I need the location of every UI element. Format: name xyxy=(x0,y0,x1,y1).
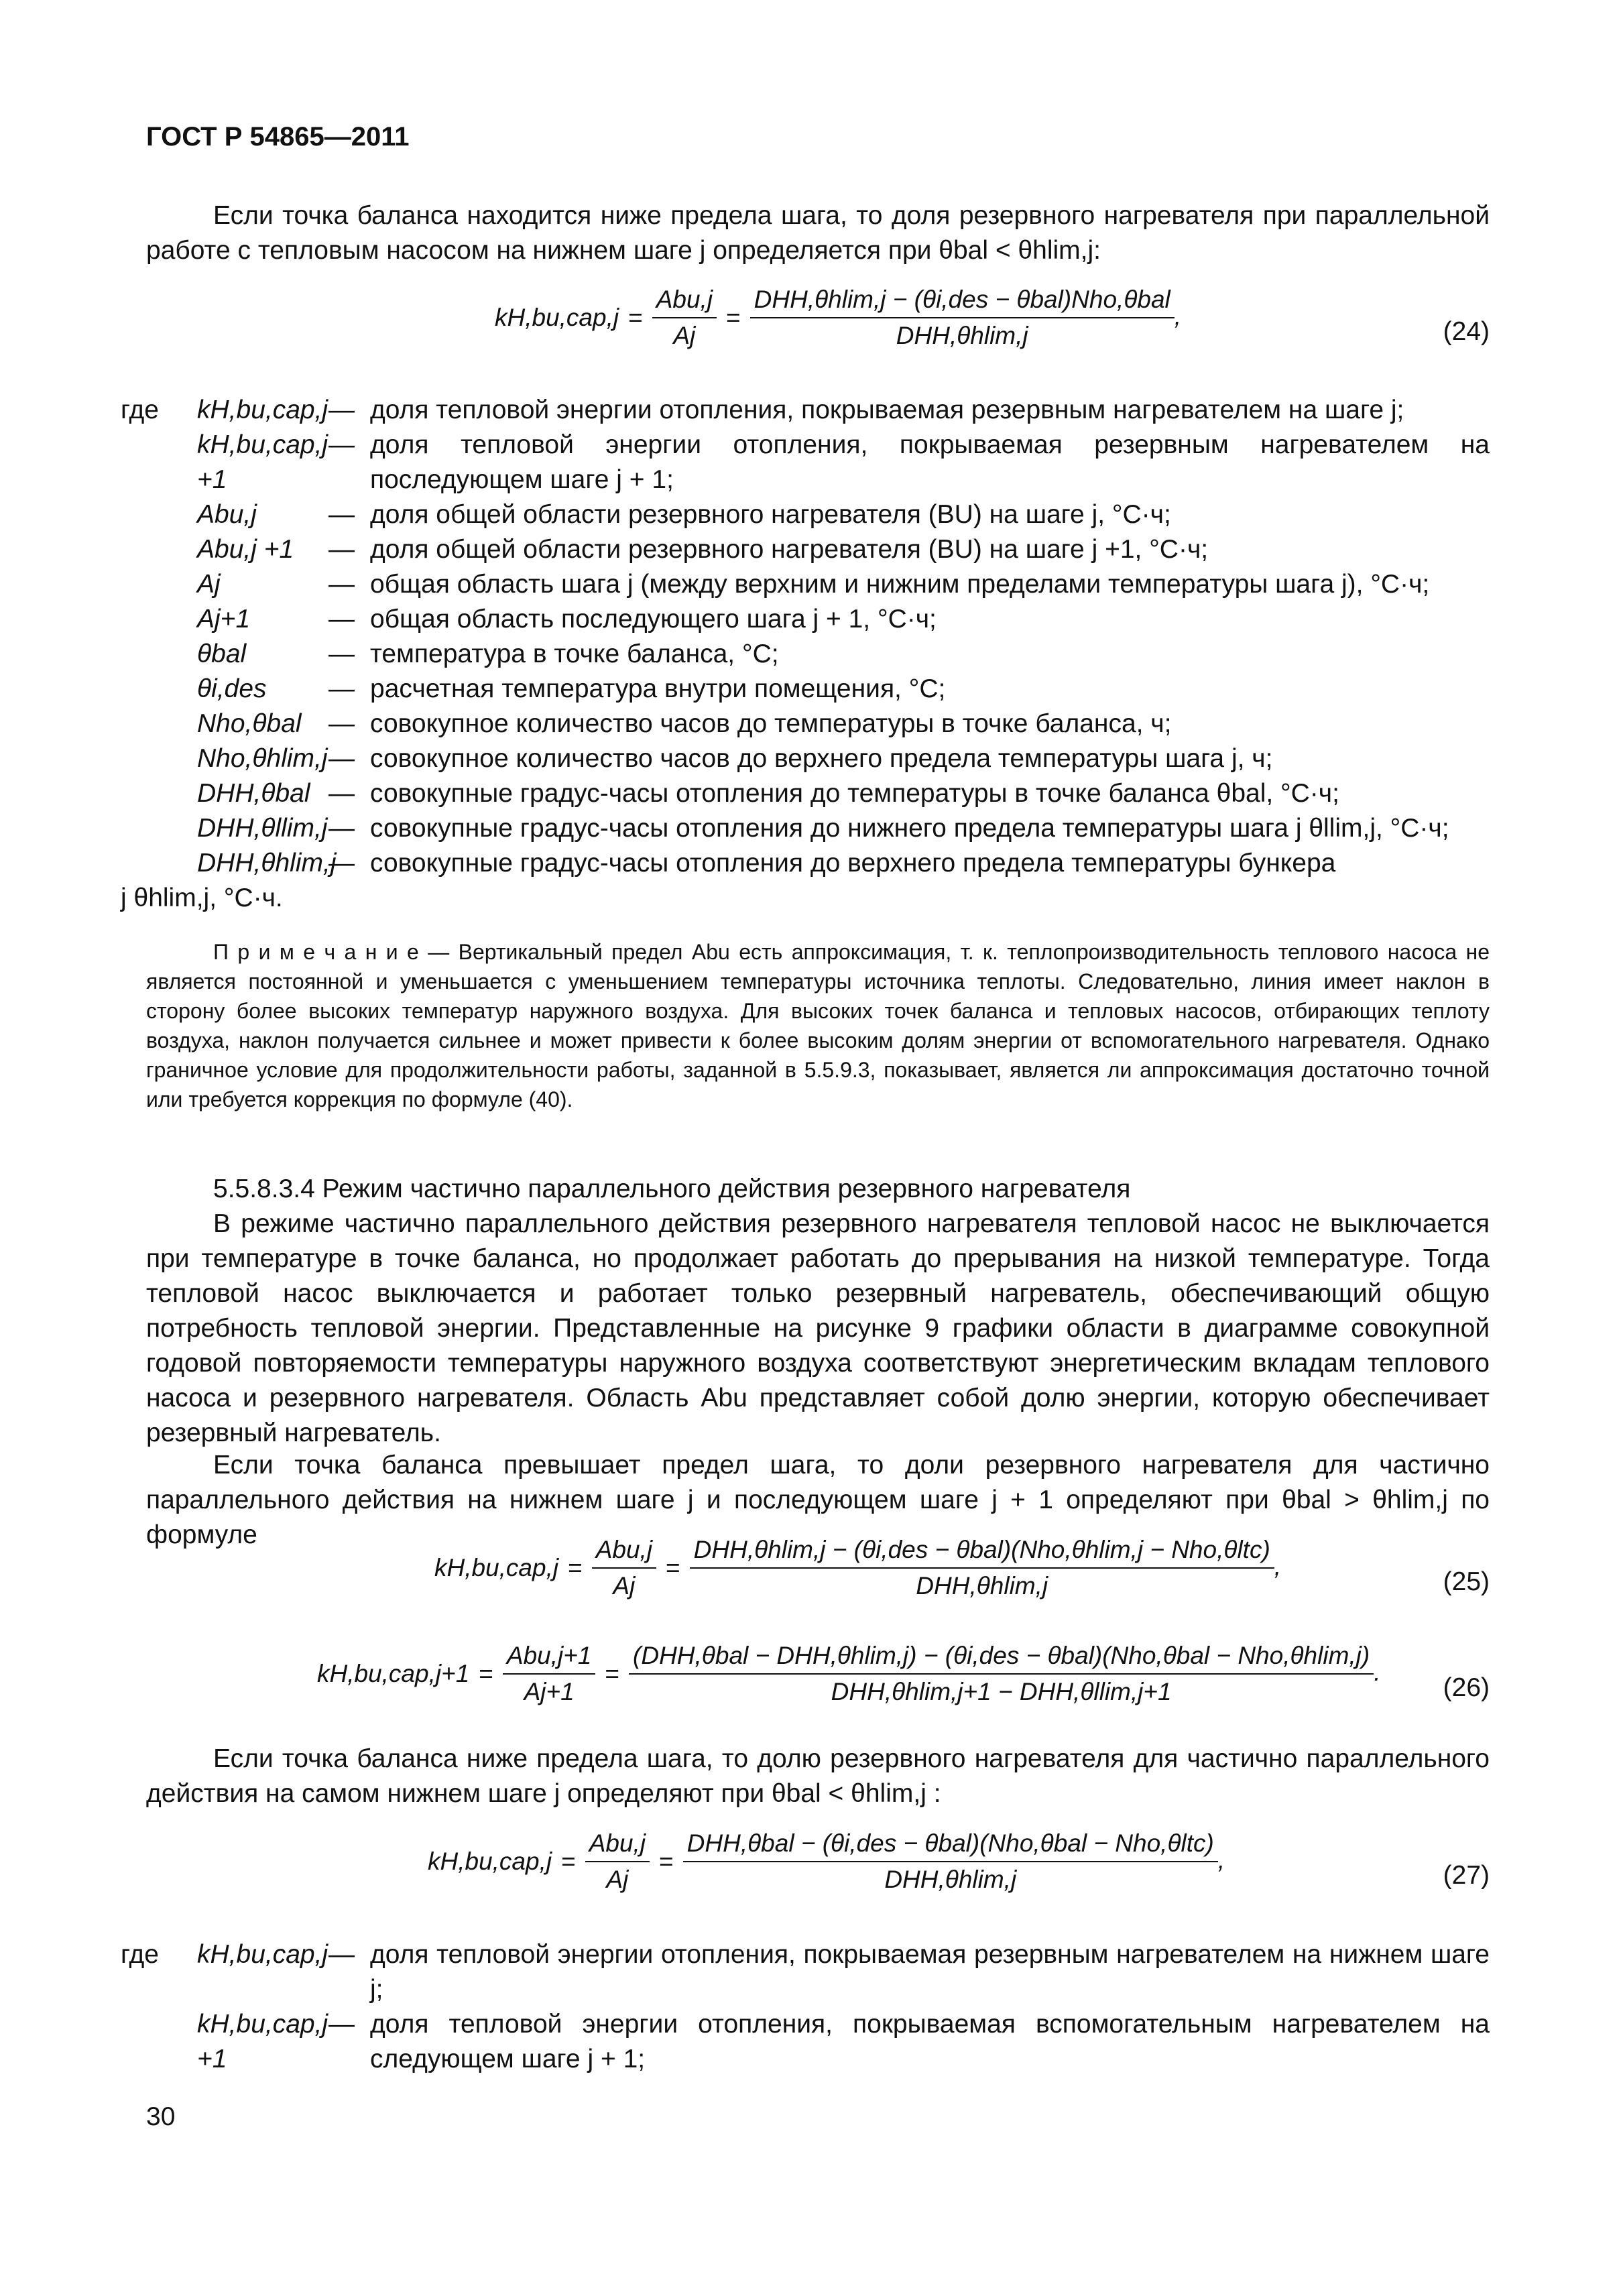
eq26-number: (26) xyxy=(1443,1673,1490,1702)
equation-27: kH,bu,cap,j = $\frac{\text{Abu,j}}{Aj}$ = $\frac{\text{DHH,θbal − (θi,des − θbal)(Nho,θbal − Nho,θltc)}}{\text{DHH,θhlim,j}}$ , (27) xyxy=(428,1829,1490,1893)
eq25-frac2-num: DHH,θhlim,j − (θi,des − θbal)(Nho,θhlim,j − Nho,θltc) xyxy=(690,1535,1274,1569)
eq25-frac1-num: Abu,j xyxy=(592,1535,656,1569)
paragraph-3: Если точка баланса ниже предела шага, то долю резервного нагревателя для частично параллельного действия на самом нижнем шаге j определяют при θbal < θhlim,j : xyxy=(146,1744,1490,1808)
intro-paragraph: Если точка баланса находится ниже предела шага, то доля резервного нагревателя при параллельной работе с тепловым насосом на нижнем шаге j определяется при θbal < θhlim,j: xyxy=(146,201,1490,265)
definition-item: Nho,θbal — совокупное количество часов до температуры в точке баланса, ч; xyxy=(197,709,1172,738)
eq27-number: (27) xyxy=(1443,1861,1490,1890)
eq24-frac1-den: Aj xyxy=(673,322,696,349)
definition-item: где kH,bu,cap,j — доля тепловой энергии отопления, покрываемая резервным нагревателем на шаге j; xyxy=(121,396,1404,424)
definition-item: DHH,θllim,j — совокупные градус-часы отопления до нижнего предела температуры шага j θllim,j, °С·ч; xyxy=(197,814,1449,843)
eq27-lhs: kH,bu,cap,j xyxy=(428,1848,552,1875)
paragraph-2: Если точка баланса превышает предел шага, то доли резервного нагревателя для частично параллельного действия на нижнем шаге j и последующем шаге j + 1 определяют при θbal > θhlim,j по формуле xyxy=(146,1451,1490,1549)
definition-item: Nho,θhlim,j — совокупное количество часов до верхнего предела температуры шага j, ч; xyxy=(197,744,1273,773)
definition-item: Abu,j +1 — доля общей области резервного нагревателя (BU) на шаге j +1, °С·ч; xyxy=(197,535,1209,564)
eq24-number: (24) xyxy=(1443,317,1490,346)
eq26-frac2-num: (DHH,θbal − DHH,θhlim,j) − (θi,des − θbal)(Nho,θbal − Nho,θhlim,j) xyxy=(629,1641,1374,1675)
note-paragraph: П р и м е ч а н и е — Вертикальный предел Abu есть аппроксимация, т. к. теплопроизводительность теплового насоса не является постоянной и уменьшается с уменьшением температуры источника теплоты. Следовательно, линия имеет наклон в сторону более высоких температур наружного воздуха. Для высоких точек баланса и тепловых насосов, отбирающих теплоту воздуха, наклон получается сильнее и может привести к более высоким долям энергии от вспомогательного нагревателя. Однако граничное условие для продолжительности работы, заданной в 5.5.9.3, показывает, является ли аппроксимация достаточно точной или требуется коррекция по формуле (40). xyxy=(146,940,1490,1111)
eq27-tail: , xyxy=(1217,1846,1225,1874)
definition-item: Aj — общая область шага j (между верхним и нижним пределами температуры шага j), °С·ч; xyxy=(197,570,1430,599)
eq27-frac1-den: Aj xyxy=(606,1866,629,1893)
eq27-frac2-den: DHH,θhlim,j xyxy=(884,1866,1017,1893)
eq24-frac2-den: DHH,θhlim,j xyxy=(896,322,1028,349)
definition-item: kH,bu,cap,j +1 — доля тепловой энергии отопления, покрываемая резервным нагревателем на последующем шаге j + 1; xyxy=(197,430,1490,494)
definition-item: где kH,bu,cap,j — доля тепловой энергии отопления, покрываемая резервным нагревателем на нижнем шаге j; xyxy=(121,1940,1490,2004)
eq25-number: (25) xyxy=(1443,1567,1490,1596)
definition-item: Aj+1 — общая область последующего шага j + 1, °С·ч; xyxy=(197,605,937,633)
eq26-frac2-den: DHH,θhlim,j+1 − DHH,θllim,j+1 xyxy=(831,1678,1172,1705)
definition-item: θi,des — расчетная температура внутри помещения, °С; xyxy=(197,674,946,703)
eq24-frac2-num: DHH,θhlim,j − (θi,des − θbal)Nho,θbal xyxy=(750,285,1175,318)
eq24-lhs: kH,bu,cap,j xyxy=(495,304,619,331)
eq25-frac2-den: DHH,θhlim,j xyxy=(916,1572,1048,1599)
definition-item: kH,bu,cap,j +1 — доля тепловой энергии отопления, покрываемая вспомогательным нагревателем на следующем шаге j + 1; xyxy=(197,2010,1490,2073)
section-title: 5.5.8.3.4 Режим частично параллельного действия резервного нагревателя xyxy=(213,1174,1131,1203)
eq27-frac1-num: Abu,j xyxy=(585,1829,650,1862)
paragraph-1: В режиме частично параллельного действия резервного нагревателя тепловой насос не выключается при температуре в точке баланса, но продолжает работать до прерывания на низкой температуре. Тогда тепловой насос выключается и работает только резервный нагреватель, обеспечивающий общую потребность тепловой энергии. Представленные на рисунке 9 графики области в диаграмме совокупной годовой повторяемости температуры наружного воздуха соответствуют энергетическим вкладам теплового насоса и резервного нагревателя. Область Abu представляет собой долю энергии, которую обеспечивает резервный нагреватель. xyxy=(146,1209,1490,1447)
definition-item: θbal — температура в точке баланса, °С; xyxy=(197,640,779,668)
eq26-tail: . xyxy=(1374,1658,1381,1686)
definition-item: DHH,θhlim,j — совокупные градус-часы отопления до верхнего предела температуры бункера xyxy=(197,849,1336,878)
definitions-list-2 xyxy=(121,1937,1490,2077)
eq27-frac2-num: DHH,θbal − (θi,des − θbal)(Nho,θbal − Nho,θltc) xyxy=(683,1829,1218,1862)
equation-25: kH,bu,cap,j = $\frac{\text{Abu,j}}{Aj}$ = $\frac{\text{DHH,θhlim,j − (θi,des − θbal)(Nho,θhlim,j − Nho,θltc)}}{\text{DHH,θhlim,j}}$ , (25) xyxy=(434,1536,1490,1599)
eq24-tail: , xyxy=(1174,302,1182,330)
standard-header: ГОСТ Р 54865—2011 xyxy=(146,122,410,152)
definition-tail: j θhlim,j, °С·ч. xyxy=(121,884,283,912)
eq25-frac1-den: Aj xyxy=(613,1572,636,1599)
definition-item: Abu,j — доля общей области резервного нагревателя (BU) на шаге j, °С·ч; xyxy=(197,500,1171,529)
eq26-lhs: kH,bu,cap,j+1 xyxy=(317,1660,470,1687)
eq26-frac1-den: Aj+1 xyxy=(524,1678,575,1705)
eq24-frac1-num: Abu,j xyxy=(652,285,717,318)
equation-24: kH,bu,cap,j = $\frac{\text{Abu,j}}{Aj}$ = $\frac{\text{DHH,θhlim,j − (θi,des − θbal)Nho,θbal}}{\text{DHH,θhlim,j}}$ , (24) xyxy=(495,286,1490,349)
equation-26: kH,bu,cap,j+1 = $\frac{\text{Abu,j+1}}{Aj+1}$ = (DHH,θbal − DHH,θhlim,j) − (θi,des − θbal)(Nho,θbal − Nho,θhlim,j) DHH,θhlim,j+1 − DHH,θllim,j+1 . (26) xyxy=(317,1642,1490,1705)
eq26-frac1-num: Abu,j+1 xyxy=(503,1641,596,1675)
definition-item: DHH,θbal — совокупные градус-часы отопления до температуры в точке баланса θbal, °С·ч; xyxy=(197,779,1339,808)
eq25-lhs: kH,bu,cap,j xyxy=(434,1554,559,1581)
page-number: 30 xyxy=(146,2102,176,2131)
definitions-list-1 xyxy=(121,393,1490,916)
eq25-tail: , xyxy=(1274,1552,1282,1580)
